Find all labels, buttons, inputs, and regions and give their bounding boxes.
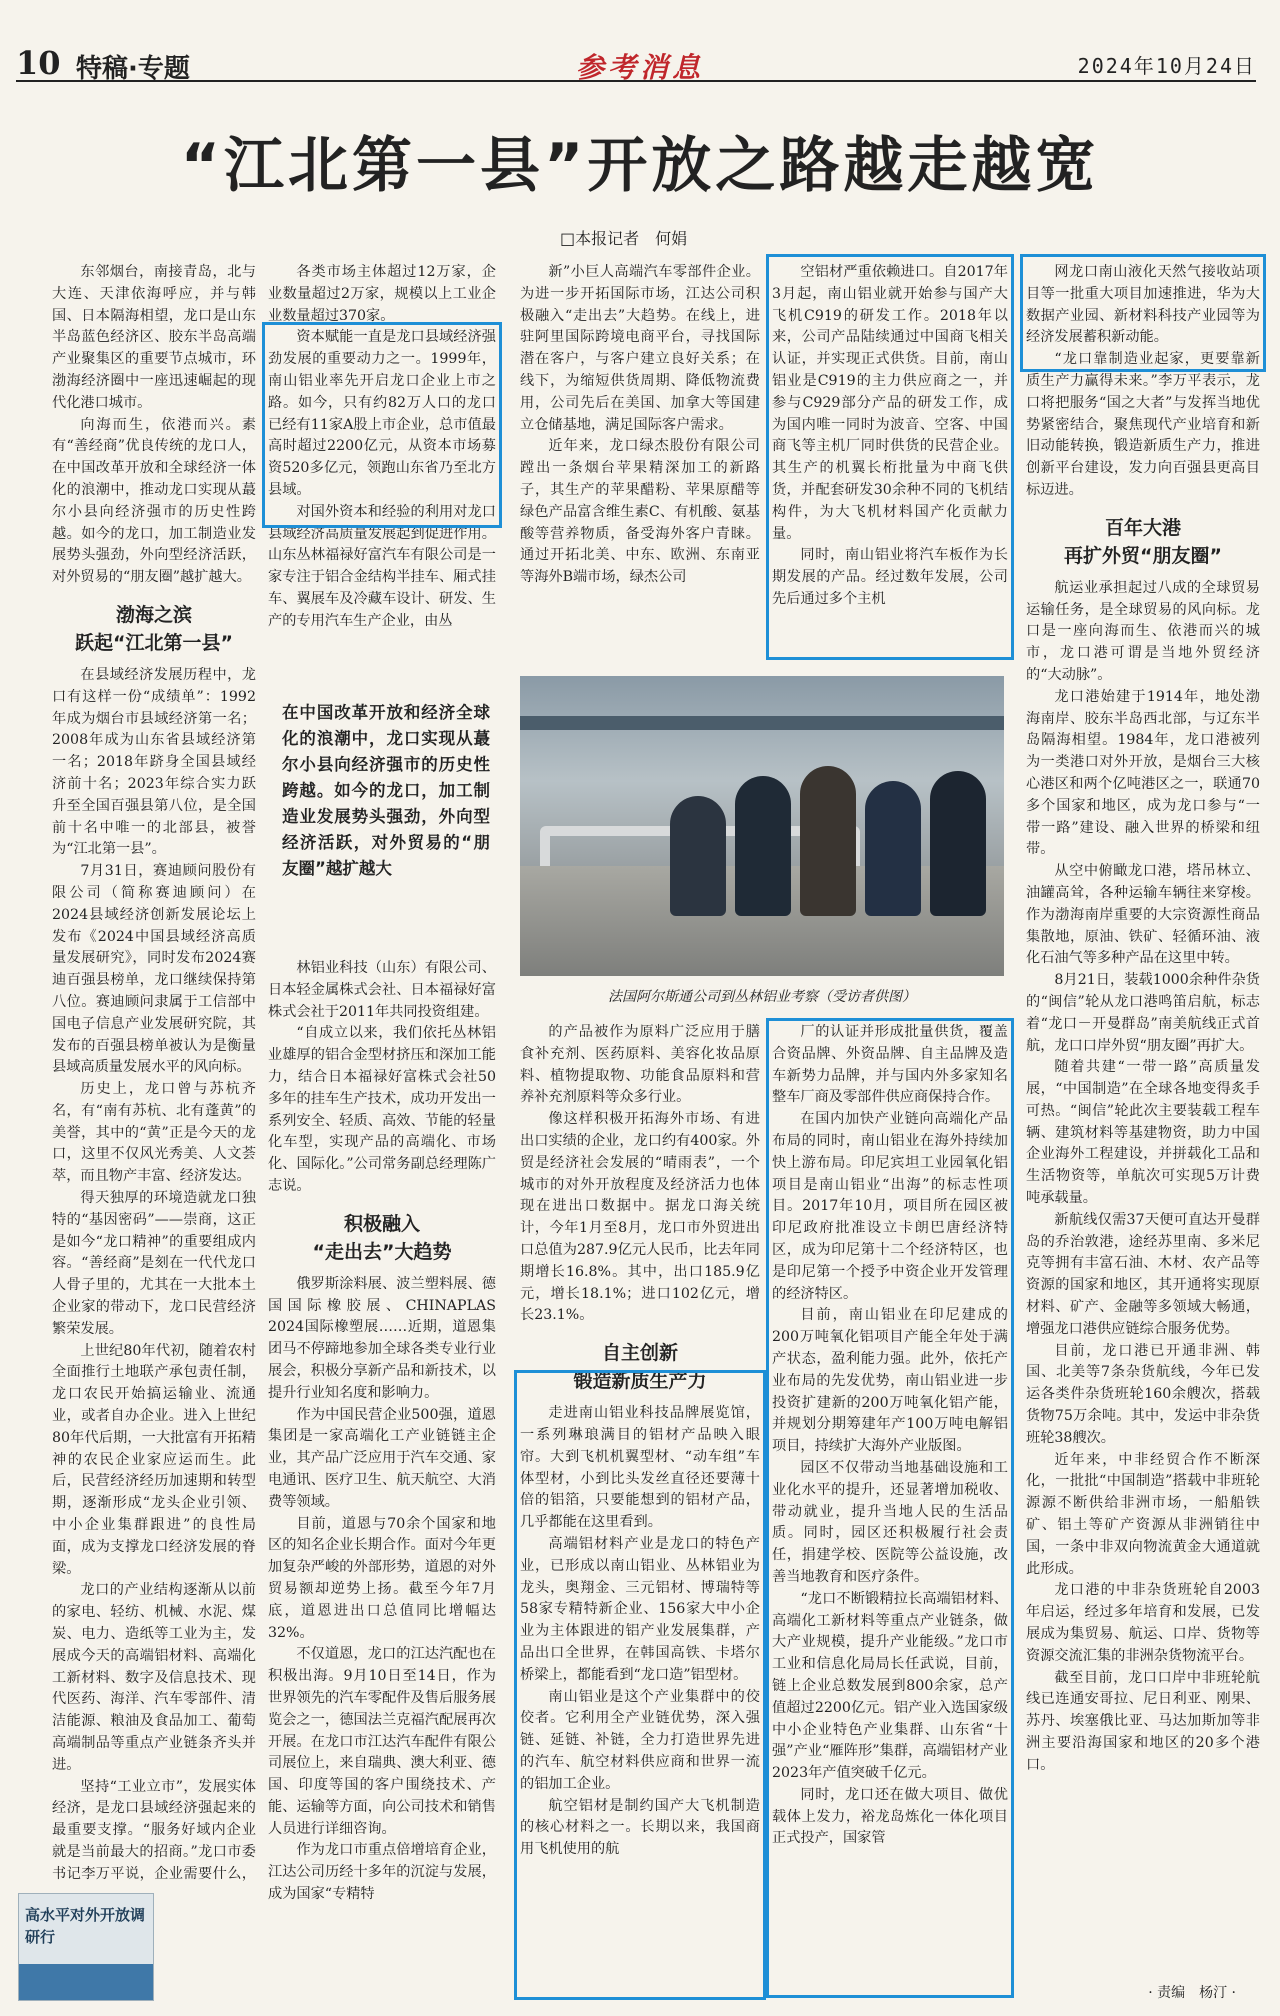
paragraph: “自成立以来，我们依托丛林铝业雄厚的铝合金型材挤压和深加工能力，结合日本福禄好富株式会社50多年的挂车生产技术，成功开发出一系列安全、轻质、高效、节能的轻量化车型，实现产品的高端化、市场化、国际化。”公司常务副总经理陈广志说。	[268, 1025, 496, 1194]
paragraph: 随着共建“一带一路”高质量发展，“中国制造”在全球各地变得炙手可热。“闽信”轮此次主要装载工程车辆、建筑材料等基建物资，助力中国企业海外工程建设，并拼载化工品和生活物资等，单航次可实现5万计费吨承载量。	[1026, 1059, 1260, 1207]
paragraph: 目前，南山铝业在印尼建成的200万吨氧化铝项目产能全年处于满产状态，盈利能力强。此外，依托产业布局的先发优势，南山铝业进一步投资扩建新的200万吨氧化铝产能，并规划分期筹建年产100万吨电解铝项目，持续扩大海外产业版图。	[772, 1307, 1008, 1455]
paragraph: 7月31日，赛迪顾问股份有限公司（简称赛迪顾问）在2024县域经济创新发展论坛上发布《2024中国县域经济高质量发展研究》，同时发布2024赛迪百强县榜单，龙口继续保持第八位。赛迪顾问隶属于工信部中国电子信息产业发展研究院，其发布的百强县榜单被认为是衡量县域高质量发展水平的风向标。	[52, 863, 256, 1076]
paragraph: 8月21日，装载1000余种件杂货的“闽信”轮从龙口港鸣笛启航，标志着“龙口－开曼群岛”南美航线正式首航，龙口口岸外贸“朋友圈”再扩大。	[1026, 972, 1260, 1054]
highlight-box-aviation	[766, 254, 1014, 660]
paragraph: 各类市场主体超过12万家，企业数量超过2万家，规模以上工业企业数量超过370家。	[268, 264, 496, 324]
paragraph: 作为中国民营企业500强，道恩集团是一家高端化工产业链链主企业，其产品广泛应用于汽车交通、家电通讯、医疗卫生、航天航空、大消费等领域。	[268, 1406, 496, 1510]
paragraph: 在国内加快产业链向高端化产品布局的同时，南山铝业在海外持续加快上游布局。印尼宾坦工业园氧化铝项目是南山铝业“出海”的标志性项目。2017年10月，项目所在园区被印尼政府批准设立卡朗巴唐经济特区，成为印尼第十二个经济特区，也是印尼第一个授予中资企业开发管理的经济特区。	[772, 1111, 1008, 1302]
factory-photo	[520, 676, 1004, 976]
paragraph: 作为龙口市重点倍增培育企业，江达公司历经十多年的沉淀与发展，成为国家“专精特	[268, 1842, 496, 1903]
paragraph: 近年来，中非经贸合作不断深化，一批批“中国制造”搭载中非班轮源源不断供给非洲市场，一船船铁矿、铝土等矿产资源从非洲销往中国，一条中非双向物流黄金大通道就此形成。	[1026, 1451, 1260, 1577]
paragraph: 目前，道恩与70余个国家和地区的知名企业长期合作。面对今年更加复杂严峻的外部形势，道恩的对外贸易额却逆势上扬。截至今年7月底，道恩进出口总值同比增幅达32%。	[268, 1515, 496, 1641]
paragraph: 龙口的产业结构逐渐从以前的家电、轻纺、机械、水泥、煤炭、电力、造纸等工业为主，发展成今天的高端铝材料、高端化工新材料、数字及信息技术、现代医药、海洋、汽车零部件、清洁能源、粮油及食品加工、葡萄高端制品等重点产业链条齐头并进。	[52, 1582, 256, 1773]
paragraph: 资本赋能一直是龙口县域经济强劲发展的重要动力之一。1999年，南山铝业率先开启龙口企业上市之路。如今，只有约82万人口的龙口已经有11家A股上市企业，总市值最高时超过2200亿元，从资本市场募资520多亿元，领跑山东省乃至北方县域。	[268, 329, 496, 498]
paragraph: 不仅道恩，龙口的江达汽配也在积极出海。9月10日至14日，作为世界领先的汽车零配件及售后服务展览会之一，德国法兰克福汽配展再次开展。在龙口市江达汽车配件有限公司展位上，来自瑞典、澳大利亚、德国、印度等国的客户围绕技术、产能、运输等方面，向公司技术和销售人员进行详细咨询。	[268, 1646, 496, 1837]
highlight-box-projects	[1020, 254, 1266, 372]
subheading: 百年大港 再扩外贸“朋友圈”	[1064, 516, 1222, 567]
editor-credit: · 责编 杨汀 ·	[1148, 1985, 1236, 2001]
column-3-top	[520, 262, 760, 662]
headline: “江北第一县”开放之路越走越宽	[180, 131, 1100, 201]
paragraph: 龙口港始建于1914年，地处渤海南岸、胶东半岛西北部，与辽东半岛隔海相望。1984年，龙口港被列为一类港口对外开放，是烟台三大核心港区和两个亿吨港区之一，联通70多个国家和地区，成为龙口参与“一带一路”建设、融入世界的桥梁和纽带。	[1026, 688, 1260, 858]
paragraph: 空铝材严重依赖进口。自2017年3月起，南山铝业就开始参与国产大飞机C919的研发工作。2018年以来，公司产品陆续通过中国商飞相关认证，并实现正式供货。目前，南山铝业是C919的主力供应商之一，并参与C929部分产品的研发工作，成为国内唯一同时为波音、空客、中国商飞等主机厂同时供货的民营企业。其生产的机翼长桁批量为中商飞供货，并配套研发30余种不同的飞机结构件，为大飞机材料国产化贡献力量。	[772, 264, 1008, 542]
paragraph: 厂的认证并形成批量供货，覆盖合资品牌、外资品牌、自主品牌及造车新势力品牌，并与国内外多家知名整车厂商及零部件供应商保持合作。	[772, 1024, 1008, 1106]
series-badge	[18, 1893, 154, 2001]
issue-date: 2024年10月24日	[1077, 54, 1256, 78]
highlight-box-overseas	[766, 1018, 1014, 1998]
paragraph: 同时，南山铝业将汽车板作为长期发展的产品。经过数年发展，公司先后通过多个主机	[772, 547, 1008, 607]
section-label: 特稿·专题	[76, 54, 190, 84]
paragraph: 航运业承担起过八成的全球贸易运输任务，是全球贸易的风向标。龙口是一座向海而生、依港而兴的城市，龙口港可谓是当地外贸经济的“大动脉”。	[1026, 579, 1260, 683]
byline: □本报记者 何娟	[560, 229, 688, 248]
subheading: 自主创新 锻造新质生产力	[573, 1342, 707, 1393]
photo-caption: 法国阿尔斯通公司到丛林铝业考察（受访者供图）	[608, 989, 916, 1005]
paragraph: “龙口不断锻精拉长高端铝材料、高端化工新材料等重点产业链条，做大产业规模，提升产业能级。”龙口市工业和信息化局局长任武说，目前，链上企业总数发展到800余家，总产值超过2200亿元。铝产业入选国家级中小企业特色产业集群、山东省“十强”产业“雁阵形”集群，高端铝材产业2023年产值突破千亿元。	[772, 1590, 1008, 1782]
paragraph: 向海而生，依港而兴。素有“善经商”优良传统的龙口人，在中国改革开放和全球经济一体化的浪潮中，推动龙口实现从蕞尔小县向经济强市的历史性跨越。如今的龙口，加工制造业发展势头强劲，外向型经济活跃，对外贸易的“朋友圈”越扩越大。	[52, 416, 256, 586]
paragraph: “龙口靠制造业起家，更要靠新质生产力赢得未来。”李万平表示，龙口将把服务“国之大者”与发挥当地优势紧密结合，聚焦现代产业培育和新旧动能转换，锻造新质生产力，推进创新平台建设，发力向百强县更高目标迈进。	[1026, 351, 1260, 498]
paragraph: 坚持“工业立市”，发展实体经济，是龙口县域经济强起来的最重要支撑。“服务好域内企业就是当前最大的招商。”龙口市委书记李万平说，企业需要什么，	[52, 1778, 256, 1882]
paragraph: 目前，龙口港已开通非洲、韩国、北美等7条杂货航线，今年已发运各类件杂货班轮160余艘次，搭载货物75万余吨。其中，发运中非杂货班轮38艘次。	[1026, 1342, 1260, 1446]
paragraph: 网龙口南山液化天然气接收站项目等一批重大项目加速推进，华为大数据产业园、新材料科技产业园等为经济发展蓄积新动能。	[1026, 264, 1260, 346]
paragraph: 新航线仅需37天便可直达开曼群岛的乔治敦港，途经苏里南、多米尼克等拥有丰富石油、木材、农产品等资源的国家和地区，其开通将实现原材料、矿产、金融等多领域大畅通，增强龙口港供应链综合服务优势。	[1026, 1211, 1260, 1337]
newspaper-logo: 参考消息	[576, 51, 705, 84]
highlight-box-capital	[262, 322, 502, 528]
paragraph: 截至目前，龙口口岸中非班轮航线已连通安哥拉、尼日利亚、刚果、苏丹、埃塞俄比亚、马达加斯加等非洲主要沿海国家和地区的20多个港口。	[1026, 1669, 1260, 1773]
paragraph: 对国外资本和经验的利用对龙口县域经济高质量发展起到促进作用。山东丛林福禄好富汽车有限公司是一家专注于铝合金结构半挂车、厢式挂车、翼展车及冷藏车设计、研发、生产的专用汽车生产企业，由丛	[268, 503, 496, 629]
paragraph: 在县域经济发展历程中，龙口有这样一份“成绩单”：1992年成为烟台市县域经济第一名；2008年成为山东省县域经济第一名；2018年跻身全国县域经济前十名；2023年综合实力跃升至全国百强县第八位，是全国前十名中唯一的北部县，被誉为“江北第一县”。	[52, 666, 256, 858]
subheading: 渤海之滨 跃起“江北第一县”	[75, 603, 233, 654]
page-number: 10	[16, 44, 61, 82]
paragraph: 林铝业科技（山东）有限公司、日本轻金属株式会社、日本福禄好富株式会社于2011年共同投资组建。	[268, 960, 496, 1020]
paragraph: 从空中俯瞰龙口港，塔吊林立、油罐高耸，各种运输车辆往来穿梭。作为渤海南岸重要的大宗资源性商品集散地，原油、铁矿、轻循环油、液化石油气等多种产品在这里中转。	[1026, 863, 1260, 967]
paragraph: 航空铝材是制约国产大飞机制造的核心材料之一。长期以来，我国商用飞机使用的航	[520, 1797, 760, 1858]
paragraph: 高端铝材料产业是龙口的特色产业，已形成以南山铝业、丛林铝业为龙头，奥翔金、三元铝材、博瑞特等58家专精特新企业、156家大中小企业为主体跟进的铝产业发展集群，产品出口全世界，在韩国高铁、卡塔尔桥梁上，都能看到“龙口造”铝型材。	[520, 1535, 760, 1683]
paragraph: 南山铝业是这个产业集群中的佼佼者。它利用全产业链优势，深入强链、延链、补链，全力打造世界先进的汽车、航空材料供应商和世界一流的铝加工企业。	[520, 1688, 760, 1792]
paragraph: 东邻烟台，南接青岛，北与大连、天津依海呼应，并与韩国、日本隔海相望，龙口是山东半岛蓝色经济区、胶东半岛高端产业聚集区的重要节点城市，环渤海经济圈中一座迅速崛起的现代化港口城市。	[52, 264, 256, 411]
column-2-bottom	[268, 958, 496, 1998]
column-1	[52, 262, 256, 1882]
subheading: 积极融入 “走出去”大趋势	[312, 1212, 452, 1263]
paragraph: 龙口港的中非杂货班轮自2003年启运，经过多年培育和发展，已发展成为集贸易、航运、口岸、货物等资源交流汇集的非洲杂货物流平台。	[1026, 1582, 1260, 1664]
page-header	[16, 40, 1256, 82]
column-5	[1026, 262, 1260, 1972]
paragraph: 走进南山铝业科技品牌展览馆，一系列琳琅满目的铝材产品映入眼帘。大到飞机机翼型材、“动车组”车体型材，小到比头发丝直径还要薄十倍的铝箔，只要能想到的铝材产品，几乎都能在这里看到。	[520, 1405, 760, 1531]
paragraph: 新”小巨人高端汽车零部件企业。为进一步开拓国际市场，江达公司积极融入“走出去”大趋势。在线上，进驻阿里国际跨境电商平台，寻找国际潜在客户，与客户建立良好关系；在线下，为缩短供货周期、降低物流费用，公司先后在美国、加拿大等国建立仓储基地，满足国际客户需求。	[520, 264, 760, 433]
paragraph: 俄罗斯涂料展、波兰塑料展、德国国际橡胶展、CHINAPLAS 2024国际橡塑展……近期，道恩集团马不停蹄地参加全球各类专业行业展会，积极分享新产品和新技术，以提升行业知名度和影响力。	[268, 1275, 496, 1401]
paragraph: 历史上，龙口曾与苏杭齐名，有“南有苏杭、北有蓬黄”的美誉，其中的“黄”正是今天的龙口，这里不仅风光秀美、人文荟萃，而且物产丰富、经济发达。	[52, 1081, 256, 1185]
paragraph: 得天独厚的环境造就龙口独特的“基因密码”——崇商，这正是如今“龙口精神”的重要组成内容。“善经商”是刻在一代代龙口人骨子里的，尤其在一大批本土企业家的带动下，龙口民营经济繁荣发展。	[52, 1190, 256, 1337]
paragraph: 近年来，龙口绿杰股份有限公司蹚出一条烟台苹果精深加工的新路子，其生产的苹果醋粉、苹果原醋等绿色产品富含维生素C、有机酸、氨基酸等营养物质，备受海外客户青睐。通过开拓北美、中东、欧洲、东南亚等海外B端市场，绿杰公司	[520, 438, 760, 586]
paragraph: 像这样积极开拓海外市场、有进出口实绩的企业，龙口约有400家。外贸是经济社会发展的“晴雨表”，一个城市的对外开放程度及经济活力也体现在进出口数据中。据龙口海关统计，今年1月至8月，龙口市外贸进出口总值为287.9亿元人民币，比去年同期增长16.8%。其中，出口185.9亿元，增长18.1%；进口102亿元，增长23.1%。	[520, 1111, 760, 1324]
series-badge-text: 高水平对外开放调研行	[25, 1906, 146, 1946]
highlight-box-innovation	[514, 1370, 766, 2000]
paragraph: 园区不仅带动当地基础设施和工业化水平的提升，还显著增加税收、带动就业，提升当地人民的生活品质。同时，园区还积极履行社会责任，捐建学校、医院等公益设施，改善当地教育和医疗条件。	[772, 1459, 1008, 1585]
pull-quote: 在中国改革开放和经济全球化的浪潮中，龙口实现从蕞尔小县向经济强市的历史性跨越。如今的龙口，加工制造业发展势头强劲，外向型经济活跃，对外贸易的“朋友圈”越扩越大	[282, 703, 490, 878]
paragraph: 同时，龙口还在做大项目、做优载体上发力，裕龙岛炼化一体化项目正式投产，国家管	[772, 1786, 1008, 1847]
paragraph: 上世纪80年代初，随着农村全面推行土地联产承包责任制，龙口农民开始搞运输业、流通业，或者自办企业。进入上世纪80年代后期，一大批富有开拓精神的农民企业家应运而生。此后，民营经济经历加速期和转型期，逐渐形成“龙头企业引领、中小企业集群跟进”的良性局面，成为支撑龙口经济发展的脊梁。	[52, 1342, 256, 1577]
paragraph: 的产品被作为原料广泛应用于膳食补充剂、医药原料、美容化妆品原料、植物提取物、功能食品原料和营养补充剂原料等众多行业。	[520, 1024, 760, 1106]
